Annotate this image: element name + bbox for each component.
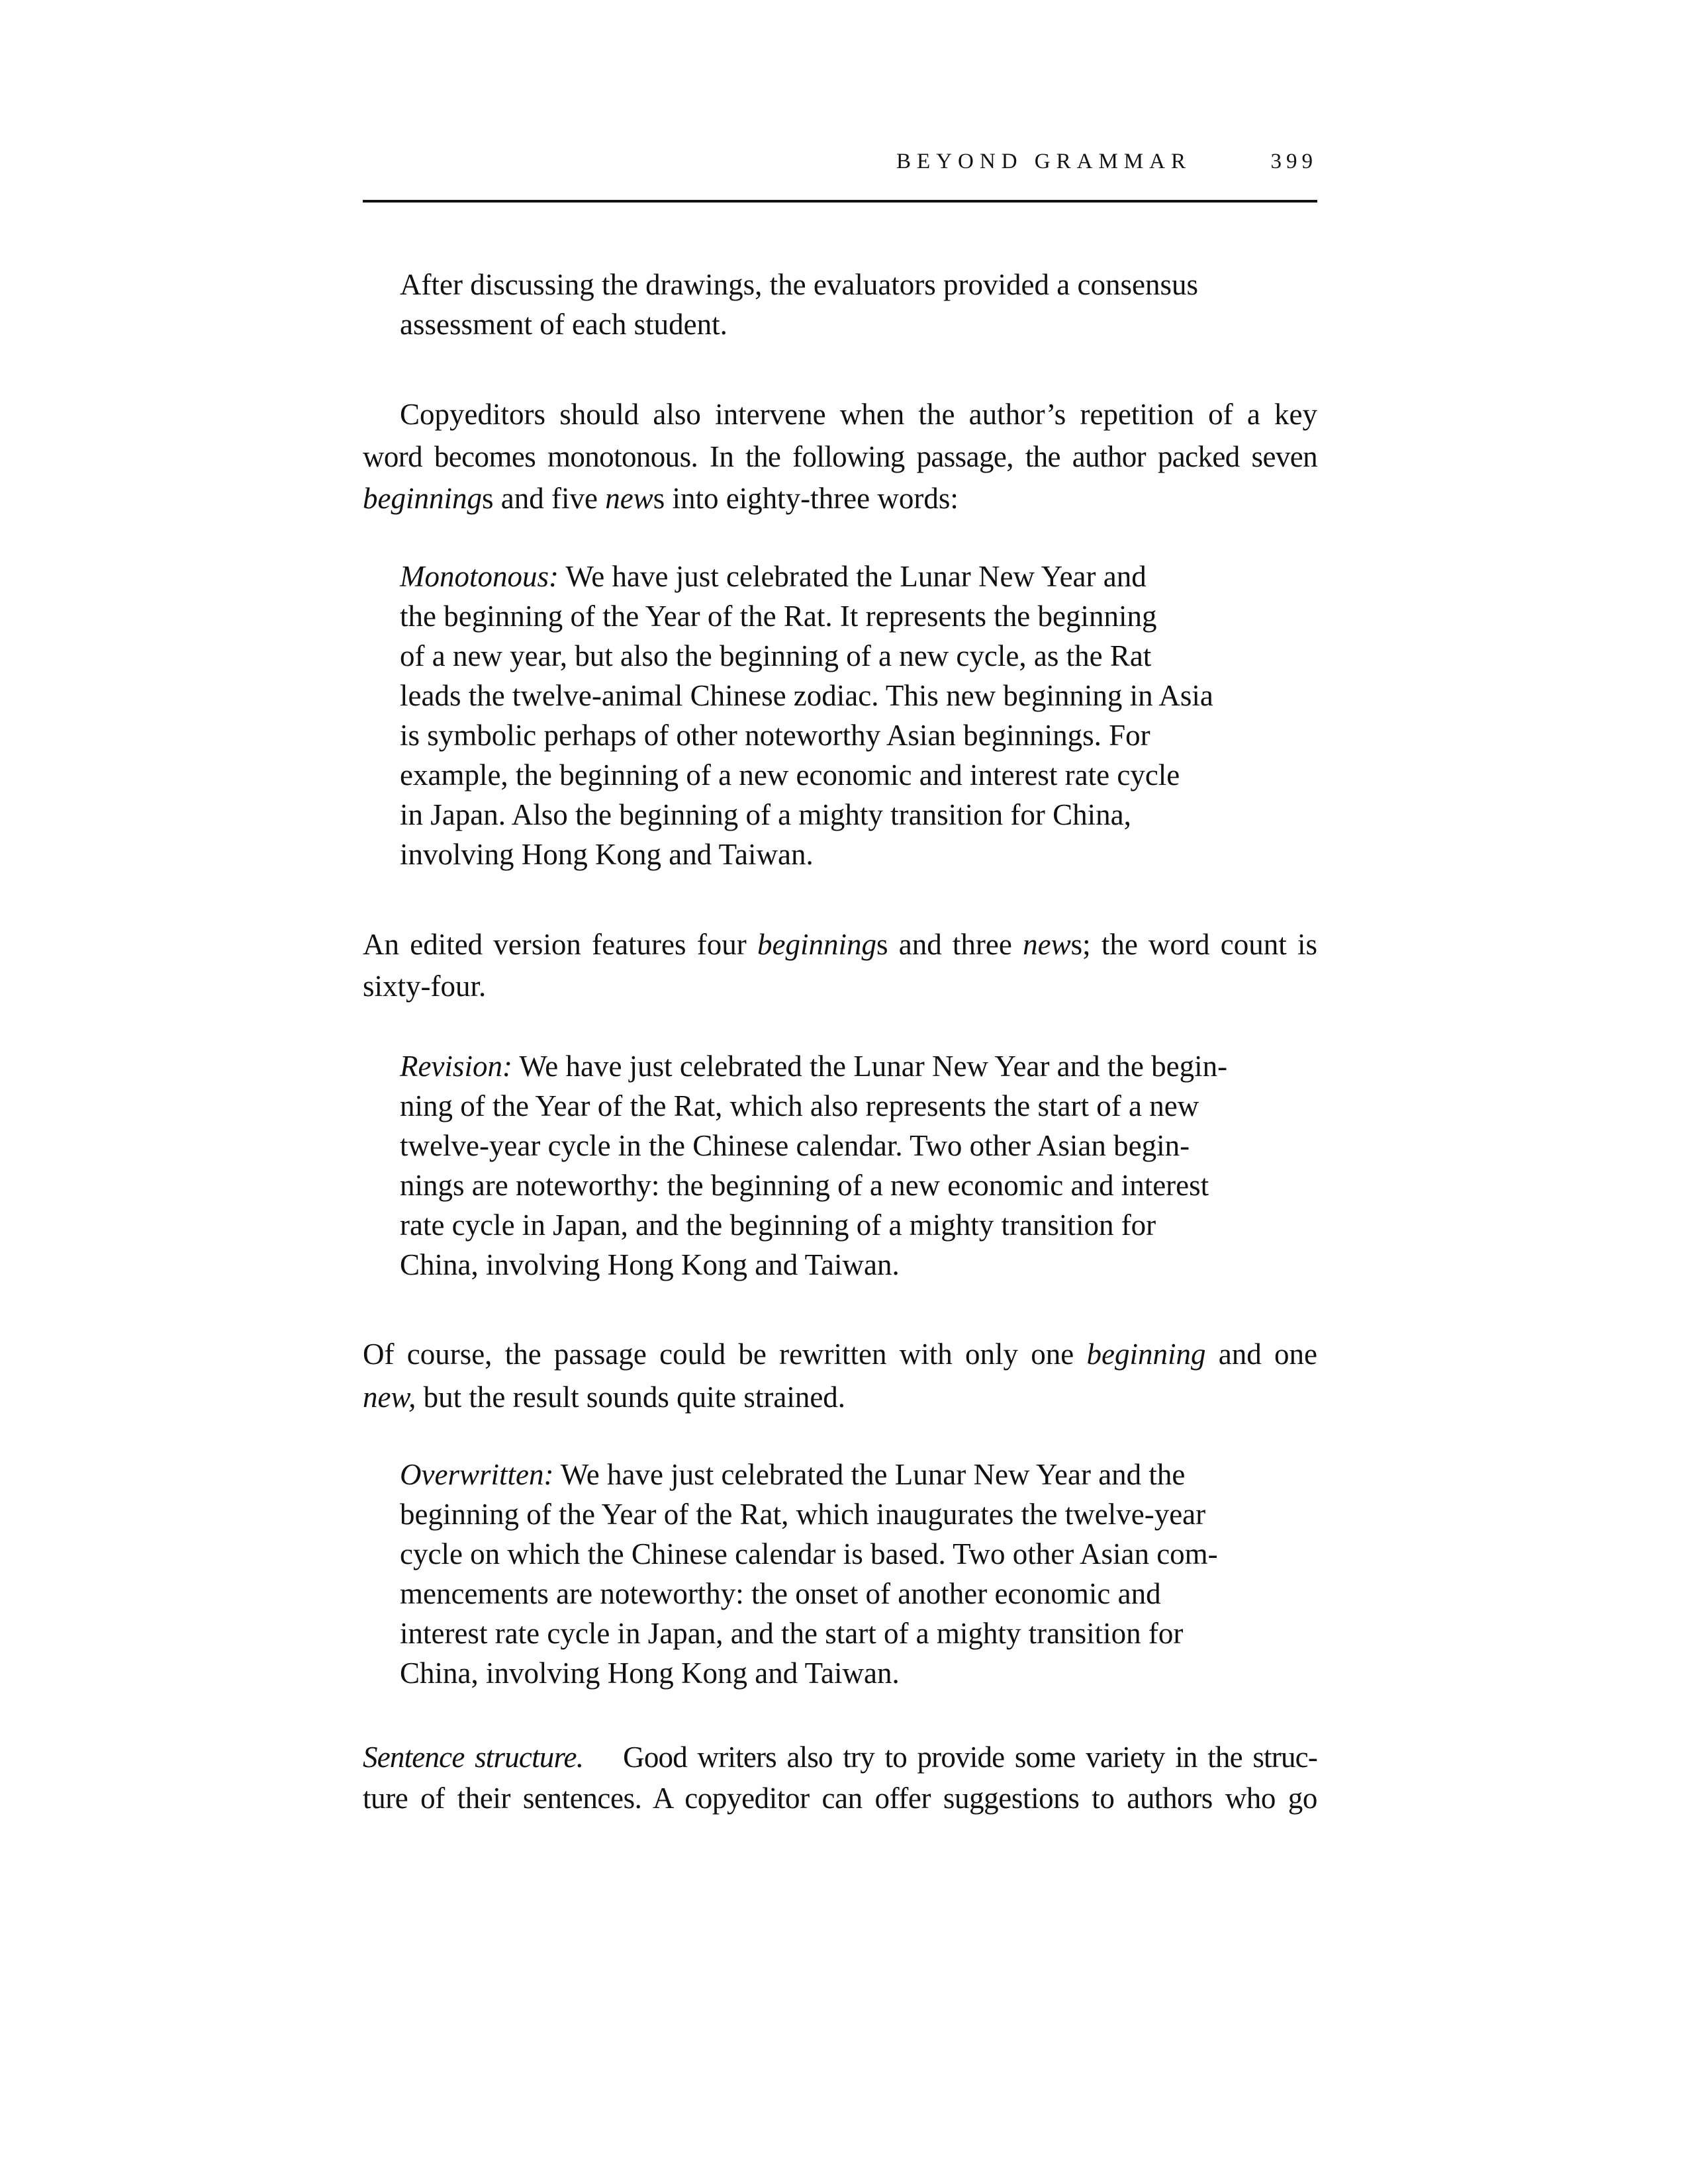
text-run: but the result sounds quite strained.	[416, 1381, 846, 1414]
italic-term: beginning	[1086, 1338, 1206, 1371]
example-monotonous-line: example, the beginning of a new economic and interest rate cycle	[400, 758, 1180, 792]
text-run: s into eighty-three words:	[653, 482, 959, 515]
example-monotonous-line: the beginning of the Year of the Rat. It represents the beginning	[400, 600, 1157, 633]
example-label: Monotonous:	[400, 560, 559, 593]
text-run: and one	[1205, 1338, 1317, 1371]
example-overwritten-line: beginning of the Year of the Rat, which inaugurates the twelve-year	[400, 1498, 1206, 1531]
paragraph-line: sixty-four.	[363, 970, 487, 1003]
text-run: s; the word count is	[1070, 928, 1317, 961]
paragraph-line	[363, 925, 1317, 964]
example-monotonous-line: involving Hong Kong and Taiwan.	[400, 838, 814, 871]
paragraph-line: word becomes monotonous. In the following passage, the author packed seven	[363, 440, 1317, 473]
italic-term: beginning	[757, 928, 876, 961]
example-monotonous-line	[400, 557, 1147, 596]
text-run: Good writers also try to provide some variety in the struc-	[623, 1741, 1318, 1774]
example-label: Revision:	[400, 1050, 512, 1083]
italic-term: new	[605, 482, 653, 515]
running-head-title: BEYOND GRAMMAR	[896, 150, 1192, 173]
example-revision-line	[400, 1046, 1227, 1086]
paragraph-line	[363, 1737, 1317, 1777]
text-run: An edited version features four	[363, 928, 757, 961]
paragraph-line	[363, 1334, 1317, 1374]
example-overwritten-line	[400, 1455, 1185, 1494]
example-monotonous-line: of a new year, but also the beginning of a new cycle, as the Rat	[400, 639, 1152, 672]
example-overwritten-line: mencements are noteworthy: the onset of another economic and	[400, 1577, 1161, 1610]
quote-line: After discussing the drawings, the evaluators provided a consensus	[400, 268, 1198, 301]
example-revision-line: twelve-year cycle in the Chinese calendar. Two other Asian begin-	[400, 1129, 1190, 1162]
paragraph-line	[363, 478, 1317, 518]
example-monotonous-line: leads the twelve-animal Chinese zodiac. This new beginning in Asia	[400, 679, 1213, 712]
example-label: Overwritten:	[400, 1458, 554, 1491]
example-revision-line: nings are noteworthy: the beginning of a new economic and interest	[400, 1169, 1209, 1202]
text-run: We have just celebrated the Lunar New Year and	[559, 560, 1147, 593]
header-rule	[363, 200, 1317, 203]
example-monotonous-line: in Japan. Also the beginning of a mighty transition for China,	[400, 798, 1131, 831]
text-run: Of course, the passage could be rewritten with only one	[363, 1338, 1087, 1371]
text-run: We have just celebrated the Lunar New Year and the begin-	[512, 1050, 1228, 1083]
example-revision-line: ning of the Year of the Rat, which also represents the start of a new	[400, 1089, 1199, 1122]
italic-term: beginning	[363, 482, 482, 515]
italic-term: new	[1023, 928, 1071, 961]
example-revision-line: rate cycle in Japan, and the beginning of a mighty transition for	[400, 1208, 1156, 1242]
italic-term: new,	[363, 1381, 416, 1414]
quote-line: assessment of each student.	[400, 308, 727, 341]
text-run: s and five	[481, 482, 606, 515]
example-overwritten-line: cycle on which the Chinese calendar is based. Two other Asian com-	[400, 1537, 1218, 1570]
run-in-heading: Sentence structure.	[363, 1741, 584, 1774]
example-monotonous-line: is symbolic perhaps of other noteworthy Asian beginnings. For	[400, 719, 1150, 752]
text-run: We have just celebrated the Lunar New Year and the	[553, 1458, 1186, 1491]
example-overwritten-line: China, involving Hong Kong and Taiwan.	[400, 1657, 900, 1690]
example-revision-line: China, involving Hong Kong and Taiwan.	[400, 1248, 900, 1281]
page-number: 399	[1270, 150, 1317, 173]
example-overwritten-line: interest rate cycle in Japan, and the start of a mighty transition for	[400, 1617, 1184, 1650]
text-run: s and three	[876, 928, 1023, 961]
running-head	[363, 150, 1317, 183]
paragraph-line: ture of their sentences. A copyeditor can offer suggestions to authors who go	[363, 1782, 1317, 1815]
paragraph-line	[363, 1377, 1317, 1417]
paragraph-line: Copyeditors should also intervene when the author’s repetition of a key	[400, 398, 1317, 431]
